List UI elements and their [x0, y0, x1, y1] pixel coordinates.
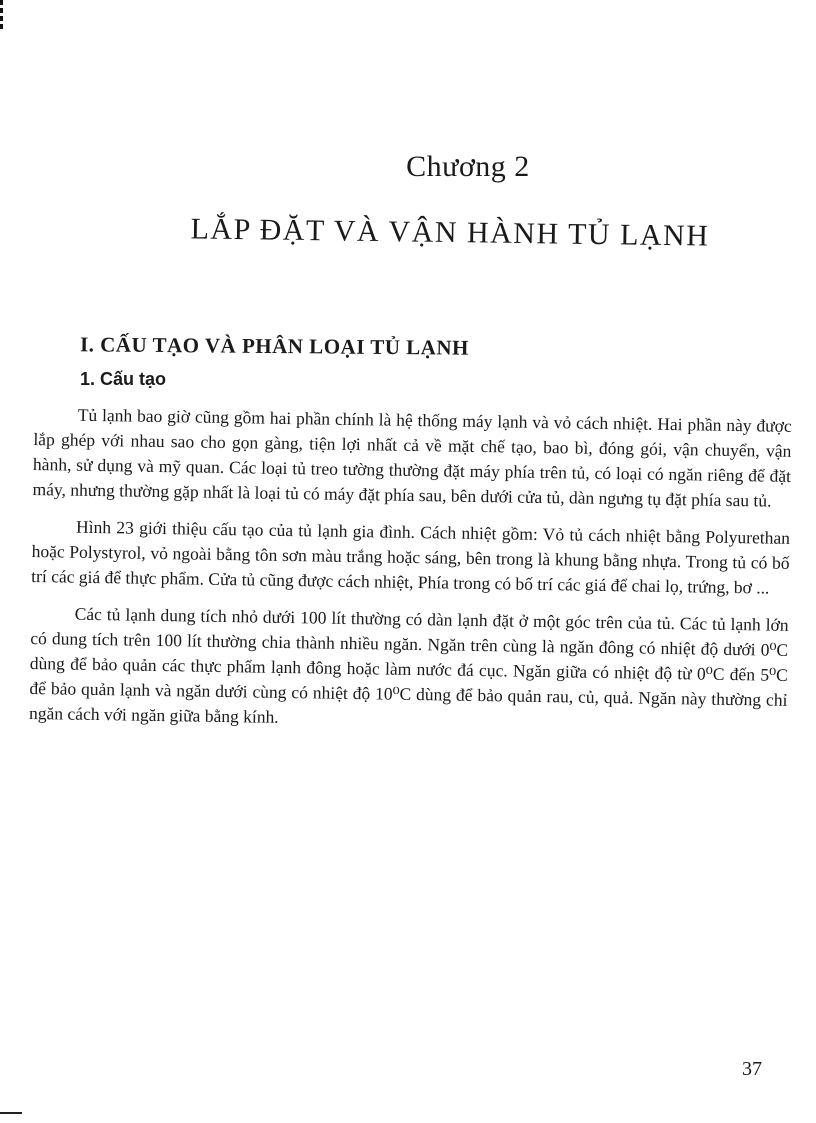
scan-edge-mark: [0, 0, 3, 30]
paragraph-figure-description: Hình 23 giới thiệu cấu tạo của tủ lạnh gia đình. Cách nhiệt gồm: Vỏ tủ cách nhiệt bằng Polyurethan hoặc Polystyrol, vỏ ngoài bằng tôn sơn màu trắng hoặc sáng, bên trong là khung bằng nhựa. Trong tủ có bố trí các giá để thực phẩm. Cửa tủ cũng được cách nhiệt, Phía trong có bố trí các giá để chai lọ, trứng, bơ ...: [31, 516, 791, 598]
paragraph-structure: Tủ lạnh bao giờ cũng gồm hai phần chính là hệ thống máy lạnh và vỏ cách nhiệt. Hai phần này được lắp ghép với nhau sao cho gọn gàng, tiện lợi nhất cả về mặt chế tạo, bao bì, đóng gói, vận chuyển, vận hành, sử dụng và mỹ quan. Các loại tủ treo tường thường đặt máy phía trên tủ, có loại có ngăn riêng để đặt máy, nhưng thường gặp nhất là loại tủ có máy đặt phía sau, bên dưới cửa tủ, dàn ngưng tụ đặt phía sau tủ.: [32, 404, 792, 511]
chapter-label: Chương 2: [406, 150, 530, 183]
paragraph-compartments: Các tủ lạnh dung tích nhỏ dưới 100 lít thường có dàn lạnh đặt ở một góc trên của tủ. Các tủ lạnh lớn có dung tích trên 100 lít thường chia thành nhiều ngăn. Ngăn trên cùng là ngăn đông có nhiệt độ dưới 0⁰C dùng để bảo quản các thực phẩm lạnh đông hoặc làm nước đá cục. Ngăn giữa có nhiệt độ từ 0⁰C đến 5⁰C để bảo quản lạnh và ngăn dưới cùng có nhiệt độ 10⁰C dùng để bảo quản rau, củ, quả. Ngăn này thường chỉ ngăn cách với ngăn giữa bằng kính.: [28, 603, 789, 727]
scan-bottom-mark: [0, 1112, 22, 1114]
chapter-title: LẮP ĐẶT VÀ VẬN HÀNH TỦ LẠNH: [190, 212, 710, 253]
subsection-heading: 1. Cấu tạo: [80, 369, 167, 389]
page-number: 37: [742, 1058, 762, 1080]
section-heading: I. CẤU TẠO VÀ PHÂN LOẠI TỦ LẠNH: [79, 332, 469, 360]
body-text: [29, 402, 792, 750]
